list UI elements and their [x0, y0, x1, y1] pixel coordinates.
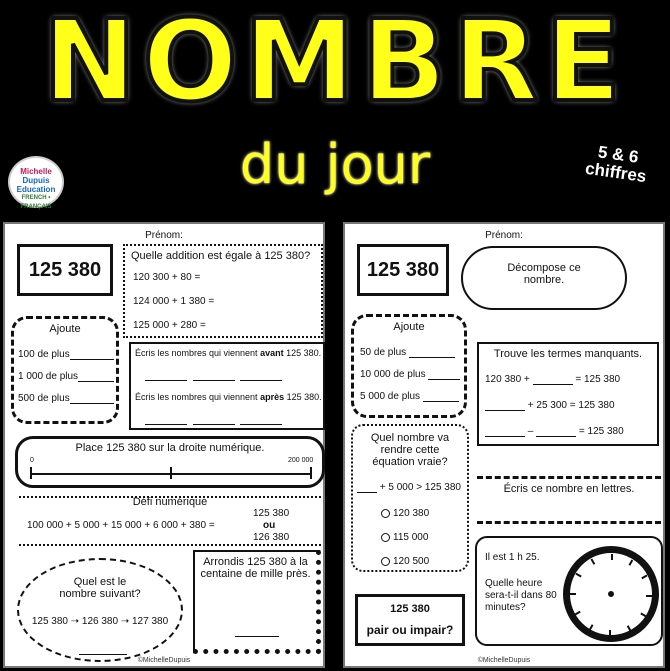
- choice-1[interactable]: [381, 508, 429, 519]
- ajoute-row-3-label: 500 de plus: [18, 393, 70, 404]
- credit: ©MichelleDupuis: [477, 657, 531, 664]
- defi-option-2: 126 380: [253, 532, 290, 543]
- clock-icon: [563, 546, 659, 642]
- credit: ©MichelleDupuis: [137, 657, 191, 664]
- prenom-label: Prénom:: [485, 230, 523, 241]
- defi-title: Défi numérique: [132, 496, 208, 508]
- termes-row-3-b: = 125 380: [578, 426, 624, 437]
- clock-center: [608, 591, 614, 597]
- apres-prompt-pre: Écris les nombres qui viennent: [135, 392, 258, 402]
- numberline-end: 200 000: [288, 457, 314, 464]
- apres-prompt-bold: après: [260, 392, 285, 402]
- termes-box: [477, 342, 659, 446]
- avant-prompt-bold: avant: [260, 348, 284, 358]
- arrondis-answer-line: [235, 626, 279, 637]
- termes-row-1-a: 120 380 +: [485, 374, 530, 385]
- number-box: 125 380: [17, 244, 113, 296]
- arrondis-prompt: Arrondis 125 380 à la centaine de mille près.: [200, 556, 311, 580]
- termes-title: Trouve les termes manquants.: [493, 348, 643, 360]
- pair-box: [355, 594, 465, 646]
- choice-1-label: 120 380: [393, 508, 430, 519]
- suivant-oval: [17, 558, 183, 662]
- ajoute-row-1: [360, 347, 455, 358]
- ajoute-box: [11, 316, 119, 424]
- ajoute-box: [351, 314, 467, 418]
- choice-3[interactable]: [381, 556, 429, 567]
- radio-icon[interactable]: [381, 533, 390, 542]
- suivant-sequence: 125 380 ➝ 126 380 ➝ 127 380: [31, 616, 169, 627]
- decompose-cloud: [461, 246, 627, 310]
- ajoute-row-2-label: 1 000 de plus: [18, 371, 79, 382]
- left-worksheet: [3, 222, 325, 668]
- pair-number: 125 380: [390, 603, 430, 615]
- termes-row-3: [485, 426, 624, 437]
- lettres-prompt: Écris ce nombre en lettres.: [503, 483, 635, 495]
- equation-box: [351, 424, 469, 572]
- logo-line4: FRENCH • FRANÇAIS: [20, 195, 52, 210]
- logo-line1: Michelle: [20, 167, 52, 176]
- title: NOMBRE: [42, 0, 628, 127]
- ajoute-row-3: [18, 393, 114, 404]
- addition-option-2: 124 000 + 1 380 =: [133, 296, 215, 307]
- addition-option-1: 120 300 + 80 =: [133, 272, 201, 283]
- defi-option-1: 125 380: [253, 508, 290, 519]
- ajoute-row-1-label: 50 de plus: [360, 347, 407, 358]
- avant-prompt-pre: Écris les nombres qui viennent: [135, 348, 258, 358]
- termes-row-3-a: –: [527, 426, 534, 437]
- apres-prompt: [135, 392, 322, 402]
- ajoute-row-1: [18, 349, 114, 360]
- ajoute-row-2: [360, 369, 460, 380]
- numberline-title: Place 125 380 sur la droite numérique.: [75, 442, 265, 454]
- equation-question: Quel nombre va rendre cette équation vraie?: [370, 432, 450, 468]
- choice-2-label: 115 000: [393, 532, 429, 543]
- logo-line2: Dupuis: [22, 176, 50, 185]
- apres-lines: [145, 414, 282, 425]
- termes-row-2-a: + 25 300 =: [527, 400, 576, 411]
- apres-prompt-post: 125 380.: [286, 392, 322, 402]
- ajoute-row-2-label: 10 000 de plus: [360, 369, 426, 380]
- digits-badge: 5 & 6 chiffres: [584, 142, 648, 187]
- radio-icon[interactable]: [381, 509, 390, 518]
- arrondis-box: [193, 550, 321, 654]
- termes-row-2: [485, 400, 615, 411]
- heure-line-1: Il est 1 h 25.: [485, 552, 540, 563]
- lettres-box: [477, 476, 661, 524]
- defi-equation: 100 000 + 5 000 + 15 000 + 6 000 + 380 =: [27, 520, 215, 531]
- numberline-tick-start: [30, 467, 32, 479]
- avant-prompt-post: 125 380.: [286, 348, 322, 358]
- heure-box: [475, 536, 663, 646]
- termes-row-1: [485, 374, 620, 385]
- termes-row-1-b: = 125 380: [575, 374, 621, 385]
- numberline-box: [15, 436, 325, 488]
- radio-icon[interactable]: [381, 557, 390, 566]
- ajoute-row-1-label: 100 de plus: [18, 349, 70, 360]
- ajoute-row-3: [360, 391, 459, 402]
- avant-apres-box: [129, 342, 325, 430]
- numberline-tick-mid: [170, 467, 172, 479]
- ajoute-row-3-label: 5 000 de plus: [360, 391, 421, 402]
- suivant-title: Quel est le nombre suivant?: [59, 576, 141, 600]
- choice-2[interactable]: [381, 532, 428, 543]
- pair-question: pair ou impair?: [366, 623, 454, 637]
- defi-ou: ou: [263, 520, 276, 531]
- ajoute-title: Ajoute: [49, 323, 81, 335]
- number-box: 125 380: [357, 244, 449, 296]
- ajoute-row-2: [18, 371, 114, 382]
- addition-question: Quelle addition est égale à 125 380?: [131, 250, 311, 262]
- suivant-answer-line: [79, 644, 127, 655]
- heure-line-2: Quelle heure sera-t-il dans 80 minutes?: [485, 578, 557, 613]
- decompose-prompt: Décompose ce nombre.: [507, 262, 581, 286]
- addition-box: [123, 244, 323, 338]
- avant-prompt: [135, 348, 321, 358]
- choice-3-label: 120 500: [393, 556, 430, 567]
- ajoute-title: Ajoute: [393, 321, 425, 333]
- logo-line3: Education: [16, 185, 56, 194]
- prenom-label: Prénom:: [145, 230, 183, 241]
- logo: [8, 156, 64, 208]
- termes-row-2-b: 125 380: [578, 400, 615, 411]
- right-worksheet: [343, 222, 665, 668]
- avant-lines: [145, 370, 282, 381]
- equation-line: [357, 482, 461, 493]
- defi-box: [19, 496, 321, 546]
- equation-text: + 5 000 > 125 380: [379, 482, 461, 493]
- numberline-tick-end: [310, 467, 312, 479]
- numberline-start: 0: [30, 457, 34, 464]
- subtitle: du jour: [239, 133, 431, 196]
- addition-option-3: 125 000 + 280 =: [133, 320, 206, 331]
